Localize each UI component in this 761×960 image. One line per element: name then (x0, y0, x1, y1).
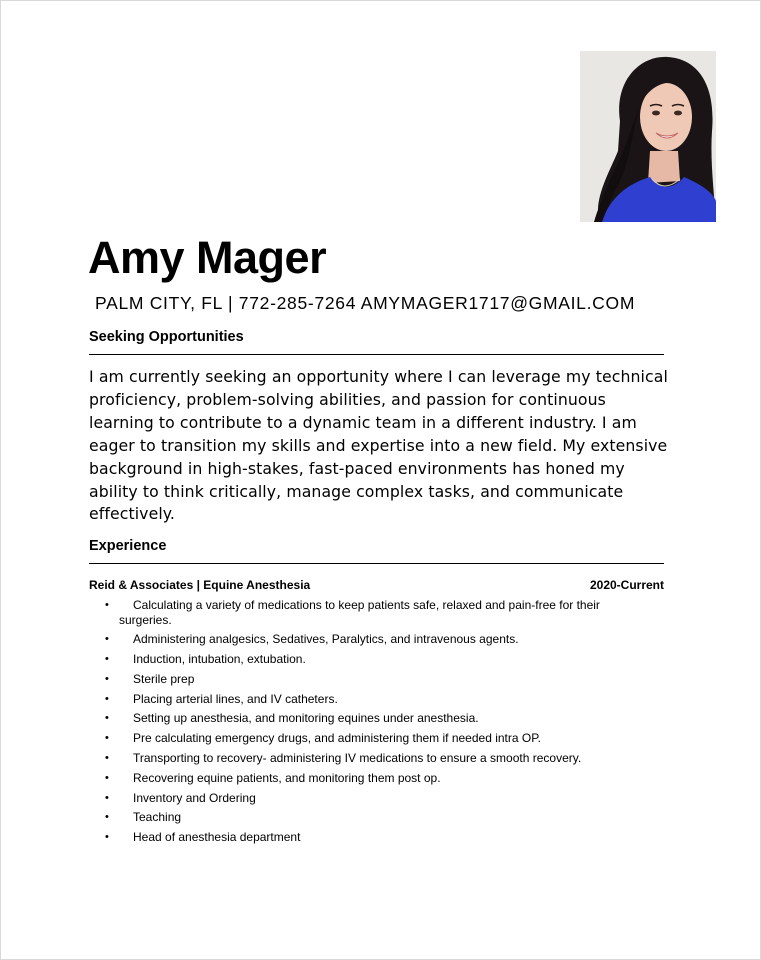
section-heading-experience: Experience (89, 538, 167, 554)
bullet-icon: • (105, 653, 109, 666)
list-item-text: Setting up anesthesia, and monitoring equines under anesthesia. (133, 711, 479, 726)
list-item-text: Sterile prep (133, 671, 195, 686)
list-item (105, 632, 635, 647)
section-divider (89, 354, 664, 355)
portrait-illustration (580, 51, 716, 222)
list-item-text: Teaching (133, 810, 182, 825)
list-item (105, 791, 635, 806)
job-dates: 2020-Current (589, 578, 664, 592)
bullet-icon: • (105, 692, 109, 705)
list-item-text: Inventory and Ordering (133, 790, 256, 805)
bullet-icon: • (105, 752, 109, 765)
candidate-name: Amy Mager (88, 232, 327, 283)
bullet-icon: • (105, 811, 109, 824)
list-item-text: Administering analgesics, Sedatives, Paralytics, and intravenous agents. (133, 632, 519, 647)
section-divider (89, 563, 664, 564)
bullet-icon: • (105, 771, 109, 784)
list-item-text: Induction, intubation, extubation. (133, 652, 306, 667)
profile-photo (580, 51, 716, 222)
list-item-text: Placing arterial lines, and IV catheters. (133, 691, 338, 706)
list-item (105, 711, 635, 726)
job-title: Reid & Associates | Equine Anesthesia (89, 578, 311, 592)
list-item (105, 731, 635, 746)
list-item (105, 751, 635, 766)
list-item-text: Head of anesthesia department (133, 830, 301, 845)
list-item-text: Pre calculating emergency drugs, and administering them if needed intra OP. (133, 731, 542, 746)
bullet-icon: • (105, 599, 109, 611)
list-item-text: Calculating a variety of medications to keep patients safe, relaxed and pain-free for their (133, 598, 600, 612)
list-item (105, 652, 635, 667)
list-item-text: Transporting to recovery- administering IV medications to ensure a smooth recovery. (133, 751, 582, 766)
list-item (105, 598, 635, 627)
bullet-icon: • (105, 791, 109, 804)
bullet-icon: • (105, 633, 109, 646)
list-item-text-continued: surgeries. (119, 612, 172, 627)
list-item (105, 672, 635, 687)
contact-info: PALM CITY, FL | 772-285-7264 AMYMAGER1717@GMAIL.COM (95, 293, 636, 313)
bullet-icon: • (105, 831, 109, 844)
summary-paragraph: I am currently seeking an opportunity where I can leverage my technical proficiency, problem-solving abilities, and passion for continuous learning to contribute to a dynamic team in a different industry. I am eager to transition my skills and expertise into a new field. My extensive background in high-stakes, fast-paced environments has honed my ability to think critically, manage complex tasks, and communicate effectively. (89, 367, 668, 524)
list-item (105, 830, 635, 845)
list-item-text: Recovering equine patients, and monitoring them post op. (133, 770, 441, 785)
job-duties-list (105, 598, 635, 850)
bullet-icon: • (105, 732, 109, 745)
list-item (105, 692, 635, 707)
section-heading-seeking: Seeking Opportunities (89, 329, 244, 345)
list-item (105, 810, 635, 825)
job-header (89, 577, 664, 593)
bullet-icon: • (105, 712, 109, 725)
bullet-icon: • (105, 672, 109, 685)
list-item (105, 771, 635, 786)
